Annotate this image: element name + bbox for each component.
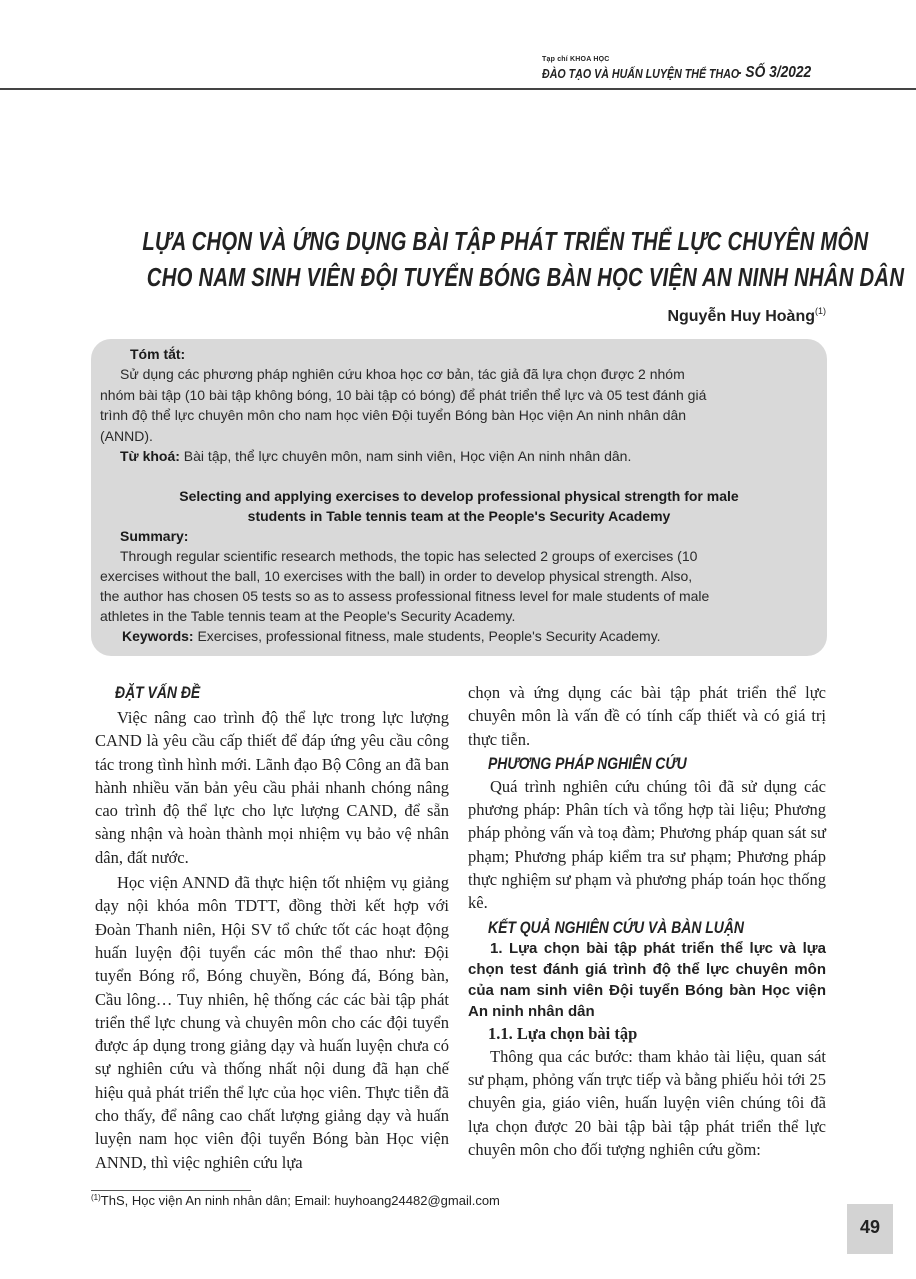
subheading-1-1: 1.1. Lựa chọn bài tập [488, 1023, 638, 1043]
abstract-en-label: Summary: [120, 528, 189, 544]
abstract-vi-line: trình độ thể lực chuyên môn cho nam học viên Đội tuyển Bóng bàn Học viện An ninh nhân dân [100, 407, 687, 423]
title-line-2: CHO NAM SINH VIÊN ĐỘI TUYỂN BÓNG BÀN HỌC VIỆN AN NINH NHÂN DÂN [146, 262, 905, 292]
abstract-en-line: the author has chosen 05 tests so as to assess professional fitness level for male students of male [100, 588, 710, 604]
abstract-en-line: exercises without the ball, 10 exercises with the ball) in order to develop physical strength. Also, [100, 568, 693, 584]
subheading-1: 1. Lựa chọn bài tập phát triển thể lực và lựa chọn test đánh giá trình độ thể lực chuyên môn của nam sinh viên Đội tuyển Bóng bàn Học viện An ninh nhân dân [468, 939, 826, 1020]
left-column-body [95, 706, 449, 1174]
abstract-vi-line: (ANND). [100, 428, 153, 444]
heading-introduction: ĐẶT VẤN ĐỀ [115, 683, 201, 702]
footnote-rule [91, 1190, 251, 1191]
abstract-vi-line: Sử dụng các phương pháp nghiên cứu khoa học cơ bản, tác giả đã lựa chọn được 2 nhóm [120, 366, 685, 382]
abstract-en-keywords: Keywords: Exercises, professional fitness, male students, People's Security Academy. [122, 628, 661, 644]
abstract-en-title-1: Selecting and applying exercises to develop professional physical strength for male [179, 488, 739, 504]
author-name: Nguyễn Huy Hoàng$^{(1)}$ [667, 306, 826, 325]
abstract-vi-label: Tóm tắt: [130, 346, 186, 362]
paragraph: Thông qua các bước: tham khảo tài liệu, quan sát sư phạm, phỏng vấn trực tiếp và bằng phiếu hỏi tới 25 chuyên gia, giáo viên, huấn luyện viên chúng tôi đã lựa chọn được 20 bài tập bài tập phát triển thể lực chuyên môn cho đối tượng nghiên cứu gồm: [468, 1046, 826, 1159]
heading-results: KẾT QUẢ NGHIÊN CỨU VÀ BÀN LUẬN [488, 917, 745, 937]
abstract-en-title-2: students in Table tennis team at the People's Security Academy [247, 508, 671, 524]
journal-name: ĐÀO TẠO VÀ HUẤN LUYỆN THỂ THAO [542, 66, 740, 81]
header-rule [0, 88, 916, 90]
paragraph: chọn và ứng dụng các bài tập phát triển thể lực chuyên môn là vấn đề có tính cấp thiết và có giá trị thực tiễn. [468, 683, 826, 749]
title-line-1: LỰA CHỌN VÀ ỨNG DỤNG BÀI TẬP PHÁT TRIỂN THỂ LỰC CHUYÊN MÔN [142, 226, 869, 256]
footnote: $^{(1)}$ThS, Học viện An ninh nhân dân; Email: huyhoang24482@gmail.com [91, 1193, 500, 1208]
page-number: 49 [847, 1204, 893, 1254]
journal-issue: - SỐ 3/2022 [737, 64, 812, 81]
paragraph: Việc nâng cao trình độ thể lực trong lực lượng CAND là yêu cầu cấp thiết để đáp ứng yêu cầu công tác trong tình hình mới. Lãnh đạo Bộ Công an đã ban hành nhiều văn bản yêu cầu phải nhanh chóng nâng cao trình độ thể lực cho lực lượng CAND, để sẵn sàng nhận và hoàn thành mọi nhiệm vụ bảo vệ nhân dân, đất nước. [95, 708, 449, 867]
abstract-en-line: Through regular scientific research methods, the topic has selected 2 groups of exercises (10 [120, 548, 698, 564]
paragraph: Học viện ANND đã thực hiện tốt nhiệm vụ giảng dạy nội khóa môn TDTT, đồng thời kết hợp với Đoàn Thanh niên, Hội SV tổ chức tốt các hoạt động huấn luyện đội tuyển các môn thể thao như: Đội tuyển Bóng rổ, Bóng chuyền, Bóng đá, Bóng bàn, Cầu lông… Tuy nhiên, hệ thống các các bài tập phát triển thể lực chung và chuyên môn cho các đội tuyển được áp dụng trong giảng dạy và huấn luyện chưa có sự nghiên cứu và thống nhất nội dung đã hạn chế hiệu quả phát triển thể lực của học viên. Thực tiễn đã cho thấy, để nâng cao chất lượng giảng dạy và huấn luyện nam học viên đội tuyển Bóng bàn Học viện ANND, thì việc nghiên cứu lựa [95, 873, 449, 1172]
abstract-en-line: athletes in the Table tennis team at the People's Security Academy. [100, 608, 516, 624]
abstract-vi-line: nhóm bài tập (10 bài tập không bóng, 10 bài tập có bóng) để phát triển thể lực và 05 test đánh giá [100, 387, 707, 403]
journal-label-small: Tạp chí KHOA HỌC [542, 56, 610, 63]
paragraph: Quá trình nghiên cứu chúng tôi đã sử dụng các phương pháp: Phân tích và tổng hợp tài liệu; Phương pháp phỏng vấn và toạ đàm; Phương pháp quan sát sư phạm; Phương pháp kiểm tra sư phạm; Phương pháp thực nghiệm sư phạm và phương pháp toán học thống kê. [468, 776, 826, 913]
right-column-body [468, 681, 826, 1161]
abstract-vi-keywords: Từ khoá: Bài tập, thể lực chuyên môn, nam sinh viên, Học viện An ninh nhân dân. [120, 448, 632, 464]
heading-methods: PHƯƠNG PHÁP NGHIÊN CỨU [488, 753, 687, 773]
